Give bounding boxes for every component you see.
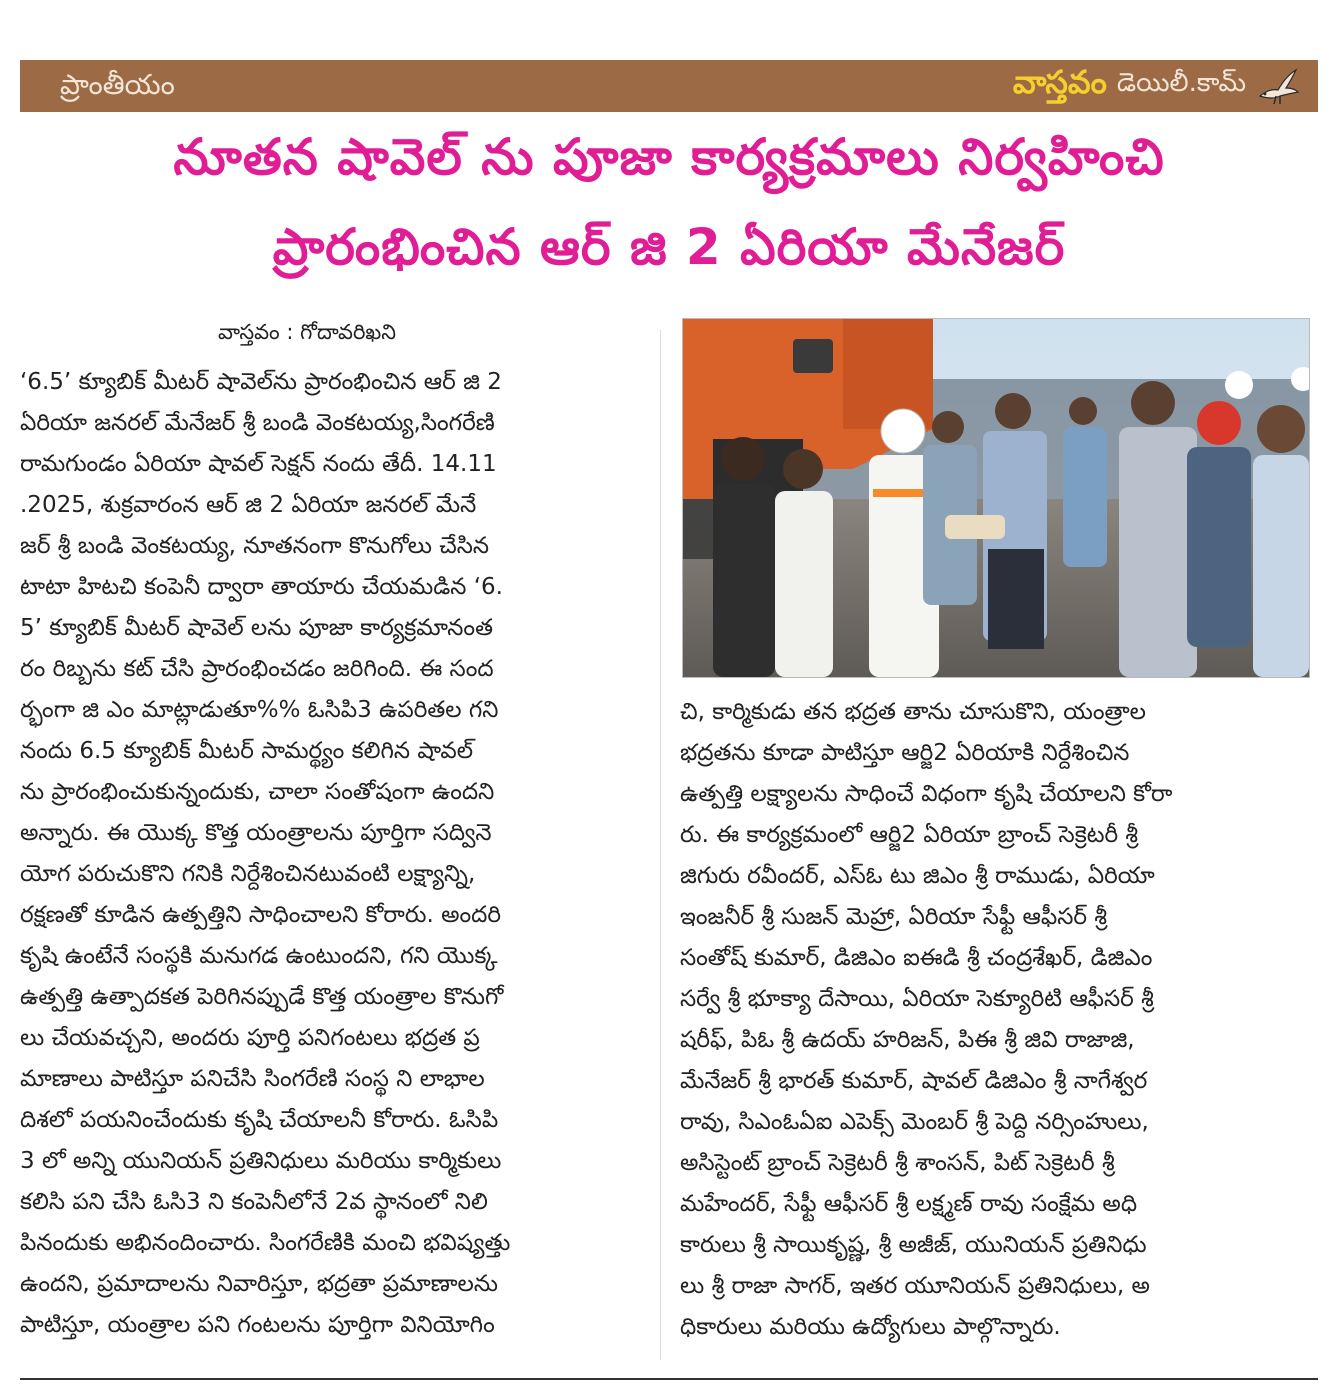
article-line: ఇంజనీర్ శ్రీ సుజన్ మెహ్రా, ఏరియా సేఫ్టీ ఆఫీసర్ శ్రీ	[680, 904, 1107, 930]
article-line: జర్ శ్రీ బండి వెంకటయ్య, నూతనంగా కొనుగోలు చేసిన	[20, 533, 490, 559]
bird-icon	[1256, 66, 1300, 106]
article-line: మేనేజర్ శ్రీ భారత్ కుమార్, షావల్ డిజిఎం శ్రీ నాగేశ్వర	[680, 1068, 1148, 1094]
article-line: సర్వే శ్రీ భూక్యా దేసాయి, ఏరియా సెక్యూరిటి ఆఫీసర్ శ్రీ	[680, 986, 1154, 1012]
article-line: అసిస్టెంట్ బ్రాంచ్ సెక్రెటరీ శ్రీ శాంసన్, పిట్ సెక్రెటరీ శ్రీ	[680, 1150, 1115, 1176]
brand-logo	[1013, 62, 1300, 110]
article-line: రావు, సిఎంఓఏఐ ఎపెక్స్ మెంబర్ శ్రీ పెద్ది నర్సింహులు,	[680, 1109, 1149, 1135]
article-line: 3 లో అన్ని యునియన్ ప్రతినిధులు మరియు కార్మికులు	[20, 1148, 502, 1174]
article-line: జిగురు రవీందర్, ఎస్ఓ టు జిఎం శ్రీ రాముడు, ఏరియా	[680, 863, 1155, 889]
article-line: ఉత్పత్తి లక్ష్యాలను సాధించే విధంగా కృషి చేయాలని కోరా	[680, 781, 1173, 807]
brand-subtitle: డెయిలీ.కామ్	[1116, 68, 1246, 98]
article-line: పినందుకు అభినందించారు. సింగరేణికి మంచి భవిష్యత్తు	[20, 1230, 511, 1256]
article-line: 5’ క్యూబిక్ మీటర్ షావెల్ లను పూజా కార్యక్రమానంత	[20, 615, 493, 641]
article-line: అన్నారు. ఈ యొక్క కొత్త యంత్రాలను పూర్తిగా సద్వినె	[20, 820, 492, 846]
article-column-right	[680, 692, 1308, 1348]
article-line: ర్భంగా జి ఎం మాట్లాడుతూ%% ఓసిపి3 ఉపరితల గని	[20, 697, 499, 723]
section-label: ప్రాంతీయం	[60, 68, 175, 101]
article-line: చి, కార్మికుడు తన భద్రత తాను చూసుకొని, యంత్రాల	[680, 699, 1146, 725]
article-line: పాటిస్తూ, యంత్రాల పని గంటలను పూర్తిగా వినియోగిం	[20, 1312, 495, 1338]
article-line: ను ప్రారంభించుకున్నందుకు, చాలా సంతోషంగా ఉందని	[20, 779, 495, 805]
article-line: .2025, శుక్రవారంన ఆర్ జి 2 ఏరియా జనరల్ మేనే	[20, 492, 477, 518]
article-line: లు చేయవచ్చని, అందరు పూర్తి పనిగంటలు భద్రత ప్ర	[20, 1025, 480, 1051]
dateline: వాస్తవం : గోదావరిఖని	[218, 320, 396, 344]
article-line: మహేందర్, సేఫ్టీ ఆఫీసర్ శ్రీ లక్ష్మణ్ రావు సంక్షేమ అధి	[680, 1191, 1138, 1217]
headline-line-1: నూతన షావెల్ ను పూజా కార్యక్రమాలు నిర్వహించి	[173, 128, 1165, 186]
article-line: యోగ పరుచుకొని గనికి నిర్దేశించినటువంటి లక్ష్యాన్ని,	[20, 861, 476, 887]
article-line: రామగుండం ఏరియా షావల్ సెక్షన్ నందు తేదీ. 14.11	[20, 451, 497, 477]
article-line: భద్రతను కూడా పాటిస్తూ ఆర్జి2 ఏరియాకి నిర్దేశించిన	[680, 740, 1130, 766]
column-divider	[660, 330, 661, 1360]
bottom-rule	[20, 1378, 1318, 1380]
article-line: ధికారులు మరియు ఉద్యోగులు పాల్గొన్నారు.	[680, 1314, 1061, 1340]
article-line: రక్షణతో కూడిన ఉత్పత్తిని సాధించాలని కోరారు. అందరి	[20, 902, 502, 928]
article-column-left	[20, 362, 644, 1346]
article-line: ఏరియా జనరల్ మేనేజర్ శ్రీ బండి వెంకటయ్య,సింగరేణి	[20, 410, 495, 436]
article-line: లు శ్రీ రాజా సాగర్, ఇతర యూనియన్ ప్రతినిధులు, అ	[680, 1273, 1150, 1299]
article-line: ఉందని, ప్రమాదాలను నివారిస్తూ, భద్రతా ప్రమాణాలను	[20, 1271, 498, 1297]
article-line: రం రిబ్బను కట్ చేసి ప్రారంభించడం జరిగింది. ఈ సంద	[20, 656, 494, 682]
article-line: సంతోష్ కుమార్, డిజిఎం ఐఈడి శ్రీ చంద్రశేఖర్, డిజిఎం	[680, 945, 1153, 971]
article-line: నందు 6.5 క్యూబిక్ మీటర్ సామర్థ్యం కలిగిన షావల్	[20, 738, 473, 764]
article-line: మాణాలు పాటిస్తూ పనిచేసి సింగరేణి సంస్థ ని లాభాల	[20, 1066, 485, 1092]
news-photo	[682, 318, 1310, 678]
brand-name: వాస్తవం	[1012, 63, 1107, 101]
photo-ribbon-cutting-icon	[683, 319, 1309, 677]
article-line: రు. ఈ కార్యక్రమంలో ఆర్జి2 ఏరియా బ్రాంచ్ సెక్రెటరీ శ్రీ	[680, 822, 1139, 848]
headline-line-2: ప్రారంభించిన ఆర్ జి 2 ఏరియా మేనేజర్	[272, 218, 1066, 276]
article-line: షరీఫ్, పిఓ శ్రీ ఉదయ్ హరిజన్, పిఈ శ్రీ జివి రాజాజి,	[680, 1027, 1135, 1053]
article-line: కలిసి పని చేసి ఓసి3 ని కంపెనీలోనే 2వ స్థానంలో నిలి	[20, 1189, 488, 1215]
article-line: ‘6.5’ క్యూబిక్ మీటర్ షావెల్‌ను ప్రారంభించిన ఆర్ జి 2	[20, 369, 502, 395]
article-line: టాటా హిటచి కంపెనీ ద్వారా తాయారు చేయమడిన ‘6.	[20, 574, 503, 600]
article-line: దిశలో పయనించేందుకు కృషి చేయాలనీ కోరారు. ఓసిపి	[20, 1107, 499, 1133]
header-bar	[20, 60, 1318, 112]
article-line: కారులు శ్రీ సాయికృష్ణ, శ్రీ అజీజ్, యునియన్ ప్రతినిధు	[680, 1232, 1147, 1258]
article-line: ఉత్పత్తి ఉత్పాదకత పెరిగినప్పుడే కొత్త యంత్రాల కొనుగో	[20, 984, 504, 1010]
article-line: కృషి ఉంటేనే సంస్థకి మనుగడ ఉంటుందని, గని యొక్క	[20, 943, 498, 969]
